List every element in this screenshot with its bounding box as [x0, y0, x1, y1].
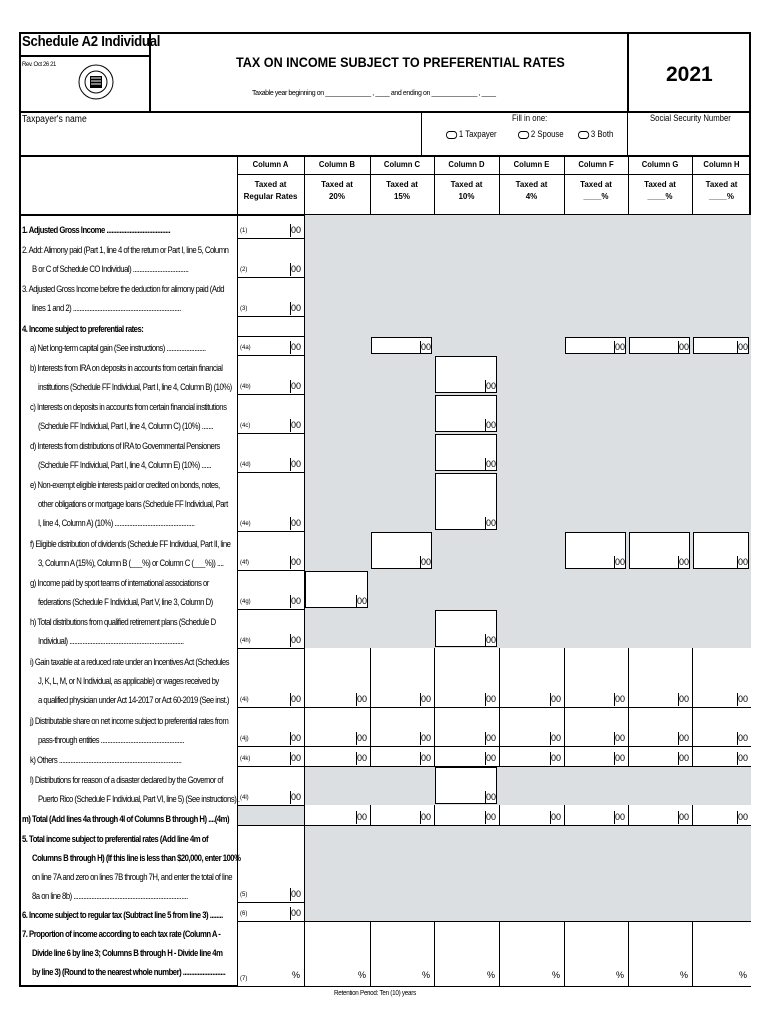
percent-sign: % [487, 970, 496, 980]
cents-zero: 00 [291, 733, 302, 743]
cents-zero: 00 [421, 812, 432, 822]
cents-zero: 00 [357, 733, 368, 743]
column-rate-line1: Taxed at [254, 180, 287, 189]
cents-zero: 00 [551, 753, 562, 763]
cents-zero: 00 [421, 733, 432, 743]
cents-zero: 00 [738, 753, 749, 763]
cents-zero: 00 [486, 753, 497, 763]
line-4e-label-3: I, line 4, Column A) (10%) ................................................. [38, 518, 195, 528]
column-rate-line2[interactable]: ____% [583, 192, 609, 201]
cents-zero: 00 [486, 812, 497, 822]
cents-zero: 00 [551, 733, 562, 743]
line-6-label: 6. Income subject to regular tax (Subtract line 5 from line 3) ........ [22, 910, 223, 920]
line-4h-label-1: h) Total distributions from qualified retirement plans (Schedule D [30, 617, 216, 627]
line-4l-label-1: l) Distributions for reason of a disaster declared by the Governor of [30, 775, 223, 785]
cents-zero: 00 [421, 342, 432, 352]
cents-zero: 00 [679, 342, 690, 352]
line-code: (4d) [240, 462, 251, 468]
line-4c-label-1: c) Interests on deposits in accounts from certain financial institutions [30, 402, 227, 412]
percent-sign: % [616, 970, 625, 980]
column-rate-line2: 4% [525, 192, 538, 201]
radio-circle-icon[interactable] [446, 131, 457, 139]
line-4b-label-1: b) Interests from IRA on deposits in accounts from certain financial [30, 363, 223, 373]
column-header-b: Column B [318, 159, 356, 169]
cents-zero: 00 [486, 792, 497, 802]
line-7-label-c: by line 3) (Round to the nearest whole number) .......................... [32, 967, 226, 977]
cents-zero: 00 [615, 557, 626, 567]
line-code: (4g) [240, 599, 251, 605]
taxpayer-name-field[interactable] [20, 126, 420, 154]
column-header-a: Column A [252, 159, 289, 169]
radio-circle-icon[interactable] [518, 131, 529, 139]
line-4i-label-3: a qualified physician under Act 14-2017 or Act 60-2019 (See inst.) [38, 695, 229, 705]
cents-zero: 00 [291, 225, 302, 235]
cents-zero: 00 [486, 733, 497, 743]
column-rate-line2: 15% [393, 192, 410, 201]
line-4d-label-2: (Schedule FF Individual, Part I, line 4, Column E) (10%) ...... [38, 460, 212, 470]
line-4m-label: m) Total (Add lines 4a through 4l of Columns B through H) ....(4m) [22, 814, 230, 824]
column-rate-line2: 20% [328, 192, 345, 201]
line-4j-label-1: j) Distributable share on net income subject to preferential rates from [30, 716, 229, 726]
line-code: (4e) [240, 521, 251, 527]
line-4f-label-2: 3, Column A (15%), Column B (___%) or Column C (___%)) .... [38, 558, 224, 568]
line-4c-label-2: (Schedule FF Individual, Part I, line 4, Column C) (10%) ....... [38, 421, 214, 431]
government-seal-icon [76, 58, 116, 106]
cents-zero: 00 [291, 908, 302, 918]
line-code: (6) [240, 911, 248, 917]
line-code: (4a) [240, 345, 251, 351]
line-4e-label-2: other obligations or mortgage loans (Schedule FF Individual, Part [38, 499, 228, 509]
line-code: (4f) [240, 560, 249, 566]
form-heading: TAX ON INCOME SUBJECT TO PREFERENTIAL RATES [236, 54, 565, 70]
cents-zero: 00 [738, 342, 749, 352]
cents-zero: 00 [615, 733, 626, 743]
line-code: (3) [240, 306, 248, 312]
cents-zero: 00 [357, 596, 368, 606]
line-4f-label-1: f) Eligible distribution of dividends (Schedule FF Individual, Part II, line [30, 539, 231, 549]
cents-zero: 00 [486, 635, 497, 645]
percent-sign: % [292, 970, 301, 980]
line-4e-label-1: e) Non-exempt eligible interests paid or credited on bonds, notes, [30, 480, 220, 490]
line-code: (4b) [240, 384, 251, 390]
line-5-label-c: on line 7A and zero on lines 7B through 7H, and enter the total of line [32, 872, 233, 882]
ssn-label: Social Security Number [650, 113, 731, 123]
line-4h-label-2: Individual) ...................................................................... [38, 636, 184, 646]
line-code: (2) [240, 267, 248, 273]
line-code: (4l) [240, 795, 249, 801]
line-5-label-b: Columns B through H) (If this line is less than $20,000, enter 100% [32, 853, 241, 863]
schedule-title: Schedule A2 Individual [22, 33, 161, 50]
line-4-label: 4. Income subject to preferential rates: [22, 324, 144, 334]
line-4g-label-1: g) Income paid by sport teams of international associations or [30, 578, 209, 588]
column-header-e: Column E [513, 159, 550, 169]
cents-zero: 00 [291, 596, 302, 606]
column-rate-line1: Taxed at [580, 180, 612, 189]
cents-zero: 00 [738, 557, 749, 567]
cents-zero: 00 [679, 812, 690, 822]
column-rate-line1: Taxed at [450, 180, 483, 189]
filer-option-taxpayer[interactable]: 1 Taxpayer [446, 129, 497, 139]
column-rate-line1: Taxed at [515, 180, 548, 189]
radio-circle-icon[interactable] [578, 131, 589, 139]
line-code: (4h) [240, 638, 251, 644]
line-4i-label-1: i) Gain taxable at a reduced rate under an Incentives Act (Schedules [30, 657, 229, 667]
cents-zero: 00 [486, 459, 497, 469]
cents-zero: 00 [615, 753, 626, 763]
column-rate-line1: Taxed at [705, 180, 738, 189]
cents-zero: 00 [679, 557, 690, 567]
cents-zero: 00 [486, 381, 497, 391]
percent-sign: % [739, 970, 748, 980]
line-2-label-b: B or C of Schedule CO Individual) .................................. [32, 264, 189, 274]
line-3-label-a: 3. Adjusted Gross Income before the deduction for alimony paid (Add [22, 284, 225, 294]
line-4g-label-2: federations (Schedule F Individual, Part V, line 3, Column D) [38, 597, 213, 607]
column-header-g: Column G [641, 159, 679, 169]
line-1-label: 1. Adjusted Gross Income ....................................... [22, 225, 171, 235]
ssn-field[interactable] [630, 126, 748, 154]
cents-zero: 00 [291, 694, 302, 704]
column-header-d: Column D [448, 159, 485, 169]
cents-zero: 00 [291, 792, 302, 802]
line-4a-label: a) Net long-term capital gain (See instructions) ........................ [30, 343, 206, 353]
percent-sign: % [358, 970, 367, 980]
column-header-h: Column H [703, 159, 740, 169]
column-rate-line1: Taxed at [321, 180, 353, 189]
cents-zero: 00 [486, 420, 497, 430]
filer-option-both[interactable]: 3 Both [578, 129, 613, 139]
line-4k-label: k) Others ........................................................................... [30, 755, 182, 765]
line-7-label-b: Divide line 6 by line 3; Columns B through H - Divide line 4m [32, 948, 223, 958]
cents-zero: 00 [291, 753, 302, 763]
line-code: (4c) [240, 423, 251, 429]
line-code: (5) [240, 892, 248, 898]
cents-zero: 00 [291, 420, 302, 430]
percent-sign: % [422, 970, 431, 980]
line-5-label-a: 5. Total income subject to preferential rates (Add line 4m of [22, 834, 209, 844]
cents-zero: 00 [679, 694, 690, 704]
cents-zero: 00 [615, 342, 626, 352]
column-rate-line1: Taxed at [386, 180, 418, 189]
column-rate-line2[interactable]: ____% [647, 192, 673, 201]
cents-zero: 00 [291, 518, 302, 528]
cents-zero: 00 [291, 342, 302, 352]
cents-zero: 00 [291, 303, 302, 313]
cents-zero: 00 [615, 812, 626, 822]
cents-zero: 00 [421, 557, 432, 567]
retention-period: Retention Period: Ten (10) years [334, 990, 416, 997]
line-4i-label-2: J, K, L, M, or N Individual, as applicable) or wages received by [38, 676, 219, 686]
cents-zero: 00 [291, 459, 302, 469]
cents-zero: 00 [357, 694, 368, 704]
cents-zero: 00 [738, 812, 749, 822]
cents-zero: 00 [738, 694, 749, 704]
line-4b-label-2: institutions (Schedule FF Individual, Part I, line 4, Column B) (10%) [38, 382, 232, 392]
cents-zero: 00 [357, 753, 368, 763]
line-4j-label-2: pass-through entities ................................................... [38, 735, 185, 745]
cents-zero: 00 [551, 694, 562, 704]
column-rate-line2: 10% [458, 192, 475, 201]
cents-zero: 00 [291, 381, 302, 391]
line-code: (4j) [240, 736, 249, 742]
filer-option-spouse[interactable]: 2 Spouse [518, 129, 564, 139]
cents-zero: 00 [486, 694, 497, 704]
cents-zero: 00 [357, 812, 368, 822]
column-header-f: Column F [578, 159, 614, 169]
cents-zero: 00 [679, 733, 690, 743]
line-5-label-d: 8a on line 8b) ...................................................................... [32, 891, 188, 901]
percent-sign: % [552, 970, 561, 980]
cents-zero: 00 [421, 694, 432, 704]
column-rate-line2: Regular Rates [243, 192, 298, 201]
line-4l-label-2: Puerto Rico (Schedule F Individual, Part VI, line 5) (See instructions).. [38, 794, 240, 804]
column-rate-line1: Taxed at [644, 180, 676, 189]
line-4d-label-1: d) Interests from distributions of IRA to Governmental Pensioners [30, 441, 220, 451]
line-code: (4k) [240, 756, 251, 762]
tax-year: 2021 [666, 63, 713, 86]
column-rate-line2[interactable]: ____% [709, 192, 734, 201]
cents-zero: 00 [291, 889, 302, 899]
cents-zero: 00 [486, 518, 497, 528]
cents-zero: 00 [679, 753, 690, 763]
cents-zero: 00 [291, 557, 302, 567]
line-code: (4i) [240, 697, 249, 703]
fill-in-one-label: Fill in one: [512, 113, 548, 123]
line-7-label-a: 7. Proportion of income according to each tax rate (Column A - [22, 929, 221, 939]
percent-sign: % [680, 970, 689, 980]
column-header-c: Column C [383, 159, 421, 169]
taxpayer-name-label: Taxpayer's name [22, 114, 87, 125]
cents-zero: 00 [551, 812, 562, 822]
line-2-label-a: 2. Add: Alimony paid (Part 1, line 4 of the return or Part I, line 5, Column [22, 245, 229, 255]
line-3-label-b: lines 1 and 2) .................................................................. [32, 303, 181, 313]
cents-zero: 00 [615, 694, 626, 704]
line-code: (7) [240, 976, 248, 982]
cents-zero: 00 [291, 635, 302, 645]
cents-zero: 00 [738, 733, 749, 743]
taxable-year-line[interactable]: Taxable year beginning on _____________ , ____ and ending on _____________ , ____ [252, 90, 496, 97]
cents-zero: 00 [291, 264, 302, 274]
revision-date: Rev. Oct 26 21 [22, 62, 56, 68]
cents-zero: 00 [421, 753, 432, 763]
line-code: (1) [240, 228, 248, 234]
